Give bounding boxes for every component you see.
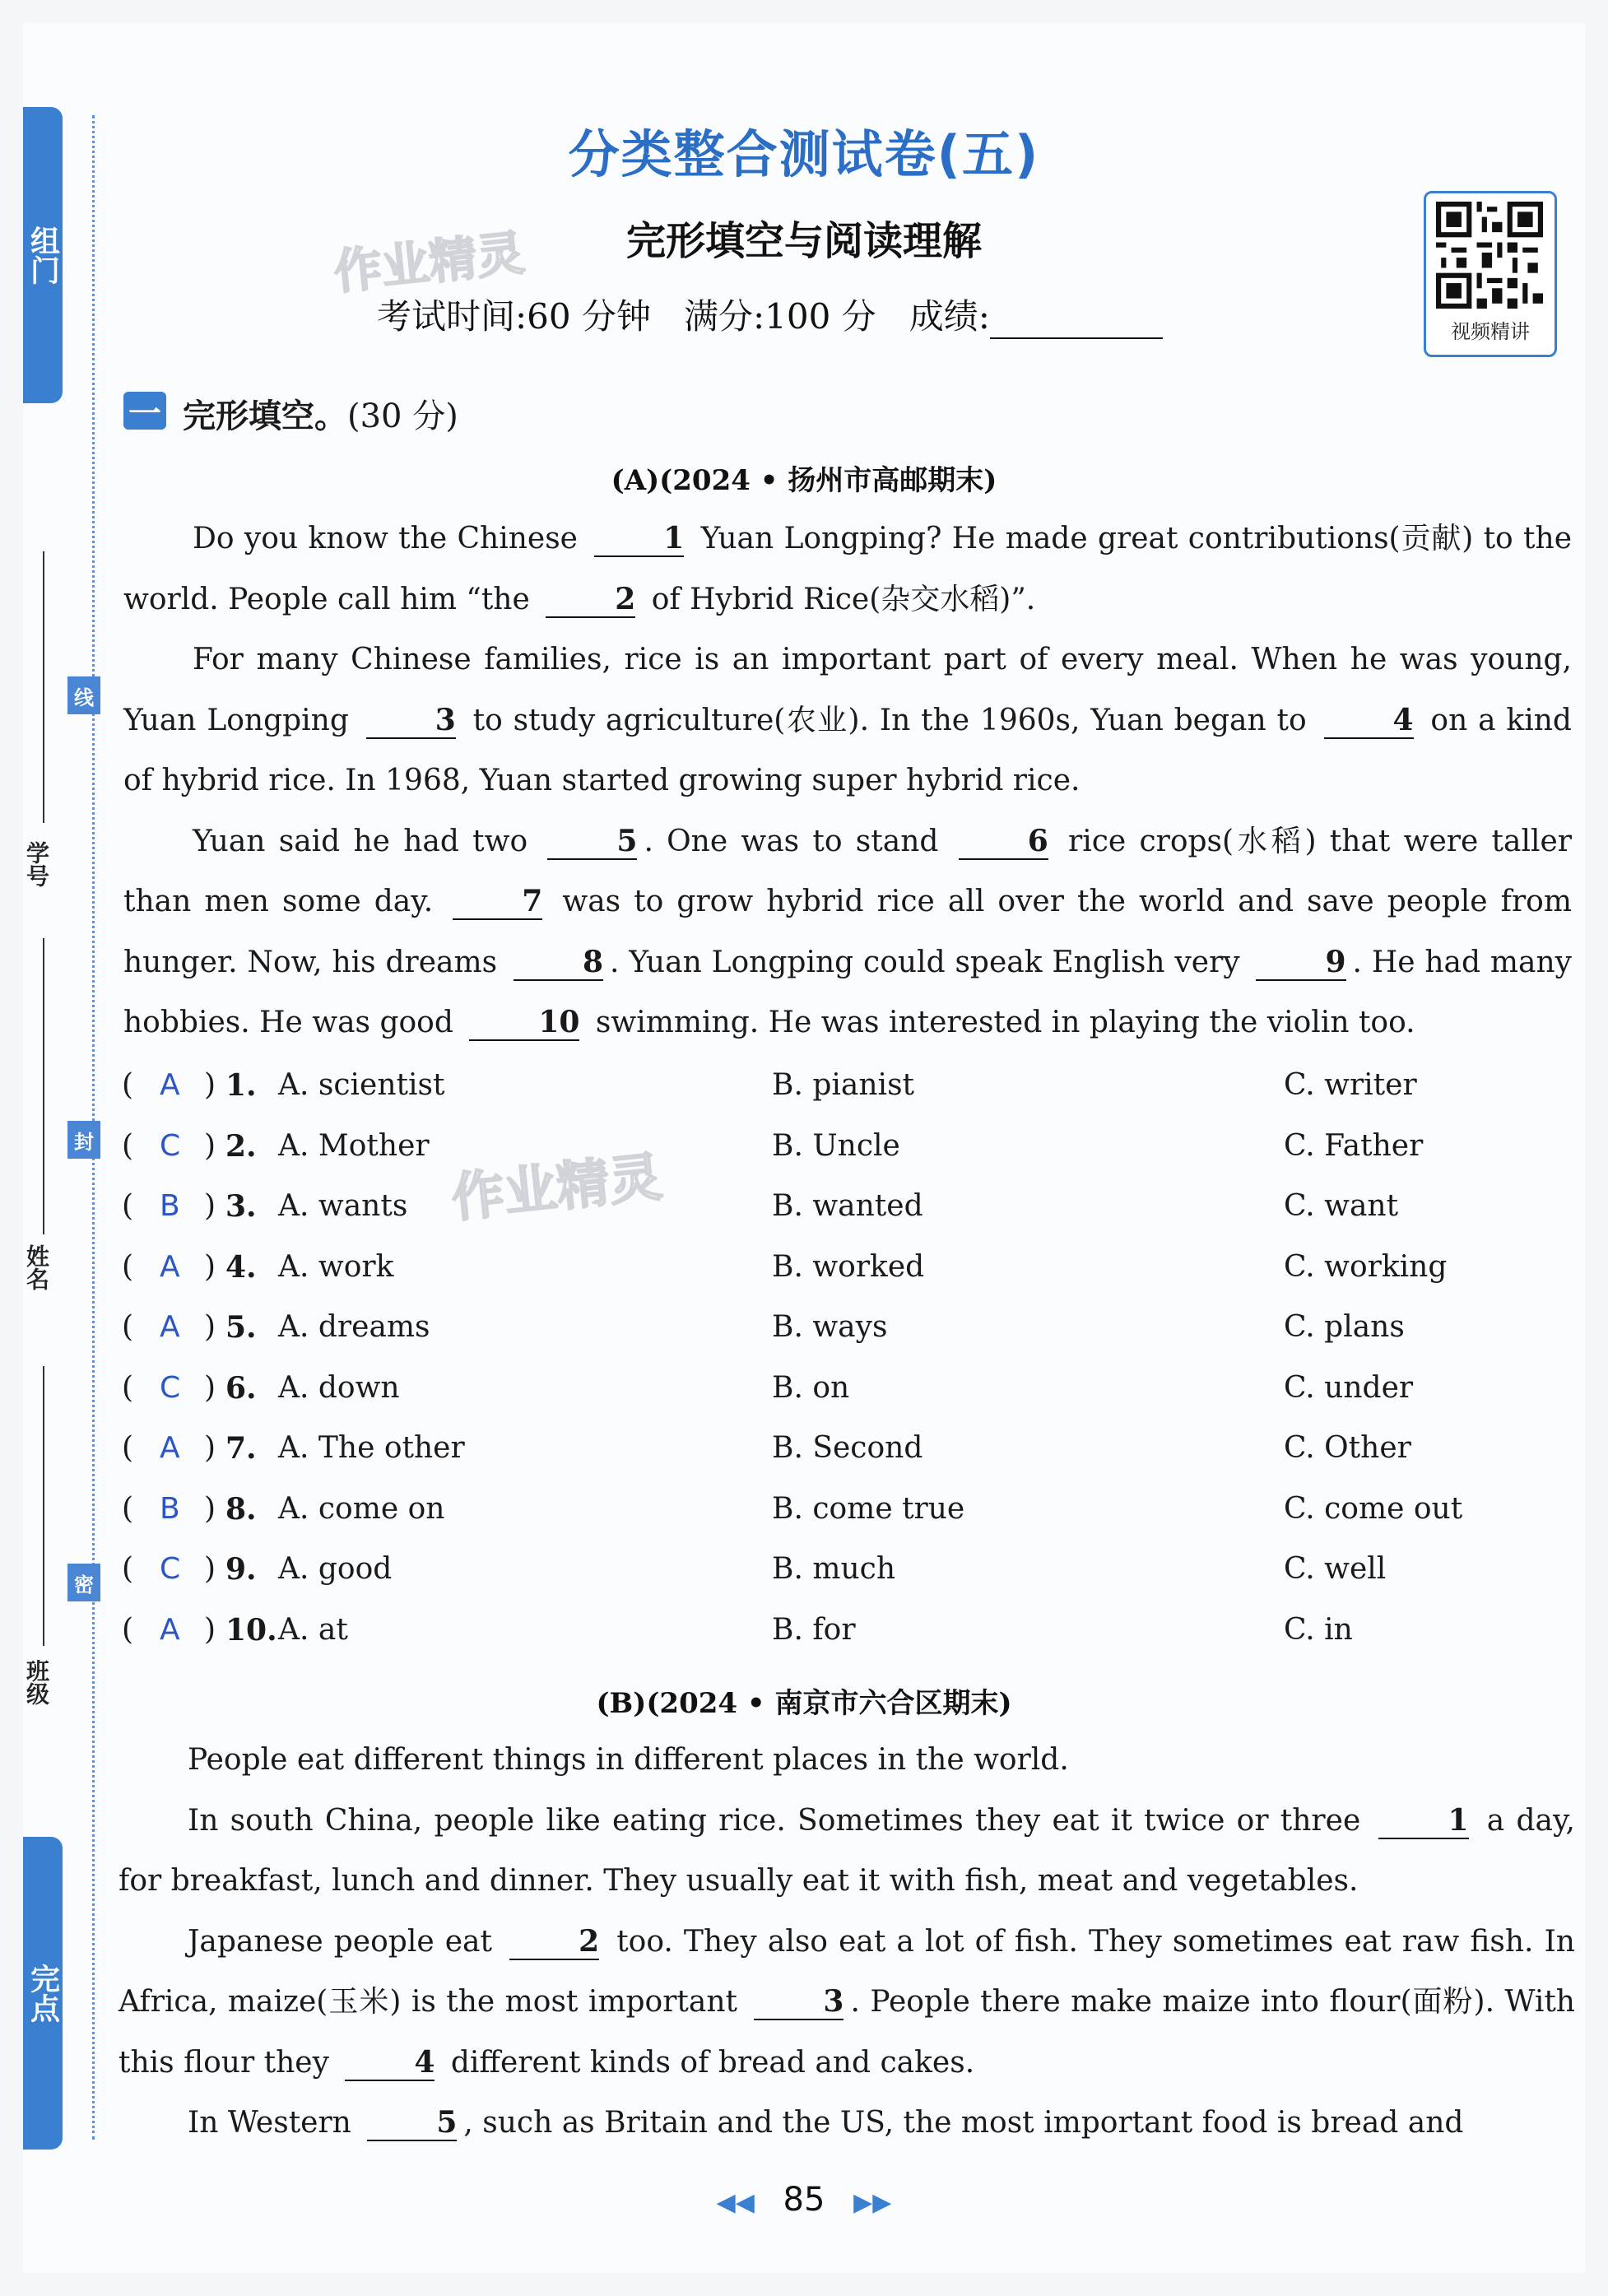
question-number: 5. (225, 1310, 257, 1345)
option-c[interactable]: C. plans (1284, 1310, 1405, 1344)
exam-info (377, 290, 1163, 339)
question-row (122, 1242, 1570, 1303)
section-points: (30 分) (347, 397, 458, 435)
answer-mark[interactable]: A (160, 1431, 180, 1465)
question-row (122, 1423, 1570, 1484)
option-b[interactable]: B. much (772, 1552, 896, 1586)
option-a[interactable]: A. dreams (278, 1310, 430, 1344)
class-label: 班级 (23, 1659, 50, 1705)
paragraph (119, 2093, 1575, 2154)
question-row (122, 1544, 1570, 1605)
prev-arrows-icon: ◀◀ (716, 2188, 755, 2217)
paragraph-text: . One was to stand (644, 824, 952, 858)
option-b[interactable]: B. Second (772, 1431, 923, 1465)
page-number: 85 (783, 2181, 825, 2219)
option-c[interactable]: C. Other (1284, 1431, 1411, 1465)
question-row (122, 1302, 1570, 1363)
question-number: 10. (225, 1612, 277, 1648)
paragraph-text: . Yuan Longping could speak English very (610, 945, 1250, 979)
paragraph (119, 1791, 1575, 1912)
option-c[interactable]: C. well (1284, 1552, 1387, 1586)
paragraph-text: In south China, people like eating rice. Sometimes they eat it twice or three (188, 1803, 1373, 1838)
section-title-text: 完形填空。 (183, 397, 347, 435)
paragraph (123, 509, 1572, 630)
passage-a-questions (122, 1060, 1570, 1665)
section-badge: 一 (123, 392, 166, 430)
question-row (122, 1121, 1570, 1182)
paragraph-text: Japanese people eat (188, 1924, 504, 1959)
answer-paren-close: ) (204, 1310, 216, 1344)
class-line (43, 1366, 44, 1646)
answer-paren-open: ( (122, 1249, 134, 1284)
paragraph-text: swimming. He was interested in playing the violin too. (586, 1006, 1415, 1039)
paragraph (119, 1730, 1575, 1791)
score-blank (990, 308, 1163, 339)
paragraph (123, 811, 1572, 1053)
paragraph-text: , such as Britain and the US, the most important food is bread and (463, 2106, 1464, 2140)
option-c[interactable]: C. writer (1284, 1068, 1417, 1102)
answer-paren-open: ( (122, 1310, 134, 1344)
answer-paren-open: ( (122, 1431, 134, 1465)
passage-b-text (119, 1730, 1575, 2154)
answer-paren-close: ) (204, 1068, 216, 1102)
paragraph-text: Yuan said he had two (193, 824, 541, 858)
answer-blank[interactable]: 4 (345, 2045, 435, 2081)
answer-paren-open: ( (122, 1068, 134, 1102)
paragraph-text: People eat different things in different places in the world. (188, 1743, 1069, 1777)
answer-blank[interactable]: 2 (546, 582, 635, 618)
question-number: 4. (225, 1249, 257, 1285)
passage-a-heading: (A)(2024 • 扬州市高邮期末) (611, 464, 997, 497)
paragraph-text: too. They also eat a lot of fish. They sometimes eat raw fish. In Africa, maize(玉米) is the most important (119, 1924, 1575, 2019)
answer-paren-open: ( (122, 1128, 134, 1163)
cut-mark-seal: 封 (67, 1121, 100, 1159)
name-line (43, 938, 44, 1234)
paragraph-text: Do you know the Chinese (193, 522, 588, 555)
option-b[interactable]: B. pianist (772, 1068, 915, 1102)
option-c[interactable]: C. come out (1284, 1491, 1463, 1526)
answer-blank[interactable]: 3 (754, 1984, 844, 2020)
question-row (122, 1484, 1570, 1545)
answer-mark[interactable]: C (160, 1552, 181, 1586)
question-number: 9. (225, 1552, 257, 1587)
answer-paren-close: ) (204, 1128, 216, 1163)
answer-mark[interactable]: A (160, 1068, 180, 1102)
exam-info-text: 考试时间:60 分钟 满分:100 分 成绩: (377, 296, 990, 337)
option-b[interactable]: B. wanted (772, 1189, 923, 1223)
watermark: 作业精灵 (331, 225, 527, 300)
option-c[interactable]: C. Father (1284, 1128, 1424, 1163)
answer-blank[interactable]: 5 (547, 824, 637, 860)
watermark: 作业精灵 (448, 1146, 665, 1230)
paragraph-text: of Hybrid Rice(杂交水稻)”. (642, 582, 1036, 616)
answer-mark[interactable]: C (160, 1128, 181, 1163)
answer-blank[interactable]: 8 (514, 945, 603, 981)
answer-paren-close: ) (204, 1189, 216, 1223)
student-id-line (43, 551, 44, 823)
answer-blank[interactable]: 9 (1256, 945, 1345, 981)
qr-code[interactable] (1424, 191, 1557, 357)
answer-paren-close: ) (204, 1431, 216, 1465)
paragraph-text: different kinds of bread and cakes. (441, 2045, 975, 2080)
answer-mark[interactable]: B (160, 1189, 180, 1223)
paragraph-text: For many Chinese families, rice is an important part of every meal. When he was young, Yuan Longping (123, 643, 1572, 737)
question-row (122, 1060, 1570, 1121)
question-number: 7. (225, 1431, 257, 1466)
cut-mark-line: 线 (67, 676, 100, 714)
answer-paren-close: ) (204, 1552, 216, 1586)
answer-blank[interactable]: 2 (509, 1924, 599, 1960)
answer-paren-open: ( (122, 1552, 134, 1586)
option-a[interactable]: A. The other (278, 1431, 465, 1465)
paragraph (123, 630, 1572, 811)
option-a[interactable]: A. Mother (278, 1128, 430, 1163)
answer-blank[interactable]: 6 (959, 824, 1048, 860)
answer-blank[interactable]: 10 (469, 1005, 579, 1041)
option-a[interactable]: A. good (278, 1552, 393, 1586)
paragraph-text: rice crops(水稻) that were taller than men some day. (123, 824, 1572, 918)
question-row (122, 1181, 1570, 1242)
answer-paren-open: ( (122, 1491, 134, 1526)
margin-tab-bottom: 完点 (23, 1837, 63, 2150)
option-b[interactable]: B. ways (772, 1310, 888, 1344)
qr-caption: 视频精讲 (1451, 320, 1530, 343)
answer-blank[interactable]: 7 (453, 884, 542, 920)
page-footer (0, 2181, 1608, 2219)
question-number: 3. (225, 1189, 257, 1224)
option-c[interactable]: C. under (1284, 1370, 1414, 1405)
question-number: 1. (225, 1068, 257, 1103)
answer-paren-close: ) (204, 1370, 216, 1405)
option-b[interactable]: B. for (772, 1612, 856, 1647)
answer-mark[interactable]: A (160, 1310, 180, 1344)
passage-b-heading: (B)(2024 • 南京市六合区期末) (596, 1687, 1012, 1720)
name-label: 姓名 (23, 1244, 50, 1290)
answer-mark[interactable]: A (160, 1612, 180, 1647)
paragraph-text: was to grow hybrid rice all over the world and save people from hunger. Now, his dreams (123, 885, 1572, 979)
option-a[interactable]: A. wants (278, 1189, 408, 1223)
answer-blank[interactable]: 3 (366, 703, 456, 739)
answer-mark[interactable]: A (160, 1249, 180, 1284)
paragraph-text: to study agriculture(农业). In the 1960s, Yuan began to (462, 703, 1318, 737)
answer-blank[interactable]: 1 (594, 521, 684, 557)
option-a[interactable]: A. at (278, 1612, 348, 1647)
next-arrows-icon: ▶▶ (853, 2188, 892, 2217)
answer-paren-close: ) (204, 1249, 216, 1284)
question-number: 2. (225, 1128, 257, 1164)
answer-blank[interactable]: 1 (1378, 1803, 1468, 1839)
option-a[interactable]: A. down (278, 1370, 400, 1405)
paragraph (119, 1912, 1575, 2094)
answer-paren-open: ( (122, 1612, 134, 1647)
paragraph-text: . He had many hobbies. He was good (123, 945, 1573, 1039)
answer-blank[interactable]: 5 (367, 2105, 457, 2141)
student-id-label: 学号 (23, 841, 50, 887)
page-title: 分类整合测试卷(五) (568, 124, 1040, 184)
answer-paren-open: ( (122, 1370, 134, 1405)
answer-paren-open: ( (122, 1189, 134, 1223)
question-row (122, 1605, 1570, 1666)
answer-blank[interactable]: 4 (1324, 703, 1414, 739)
option-b[interactable]: B. worked (772, 1249, 925, 1284)
option-c[interactable]: C. want (1284, 1189, 1399, 1223)
paragraph-text: . People there make maize into flour(面粉). With this flour they (119, 1985, 1575, 2080)
question-row (122, 1363, 1570, 1424)
answer-mark[interactable]: B (160, 1491, 180, 1526)
paragraph-text: a day, for breakfast, lunch and dinner. They usually eat it with fish, meat and vegetables. (119, 1803, 1575, 1898)
paragraph-text: Yuan Longping? He made great contributions(贡献) to the world. People call him “the (123, 522, 1572, 616)
option-b[interactable]: B. Uncle (772, 1128, 900, 1163)
answer-paren-close: ) (204, 1612, 216, 1647)
option-c[interactable]: C. in (1284, 1612, 1353, 1647)
cut-mark-secret: 密 (67, 1564, 100, 1601)
option-b[interactable]: B. on (772, 1370, 850, 1405)
option-a[interactable]: A. come on (278, 1491, 445, 1526)
question-number: 6. (225, 1370, 257, 1406)
passage-a-text (123, 509, 1572, 1053)
paragraph-text: on a kind of hybrid rice. In 1968, Yuan started growing super hybrid rice. (123, 703, 1572, 797)
answer-mark[interactable]: C (160, 1370, 181, 1405)
page-subtitle: 完形填空与阅读理解 (625, 218, 982, 264)
paragraph-text: In Western (188, 2106, 361, 2140)
option-a[interactable]: A. scientist (278, 1068, 445, 1102)
section-title (183, 390, 458, 437)
option-c[interactable]: C. working (1284, 1249, 1448, 1284)
qr-code-icon (1436, 202, 1543, 309)
option-a[interactable]: A. work (278, 1249, 394, 1284)
option-b[interactable]: B. come true (772, 1491, 965, 1526)
margin-tab-top: 组门 (23, 107, 63, 403)
question-number: 8. (225, 1491, 257, 1527)
answer-paren-close: ) (204, 1491, 216, 1526)
